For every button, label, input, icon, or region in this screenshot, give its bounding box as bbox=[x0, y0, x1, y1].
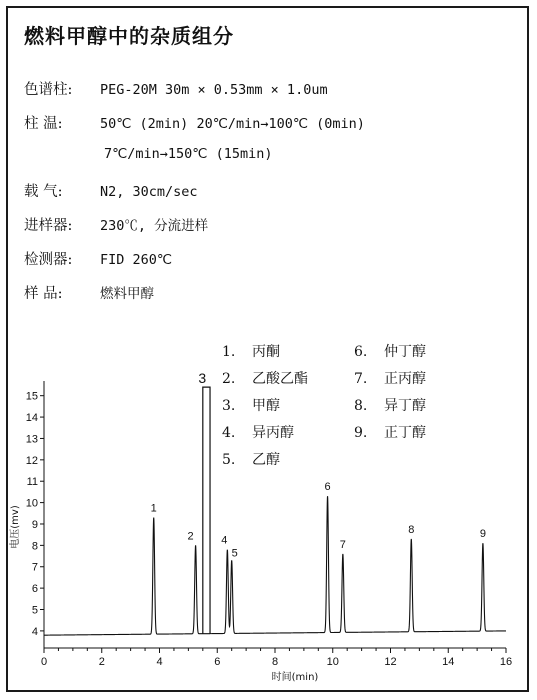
y-tick-label: 14 bbox=[25, 412, 38, 425]
legend-num: 3. bbox=[222, 398, 236, 414]
x-tick-label: 0 bbox=[40, 656, 48, 668]
y-axis-label: 电压(mv) bbox=[10, 505, 21, 549]
param-label: 色谱柱: bbox=[24, 82, 73, 98]
param-value: 燃料甲醇 bbox=[100, 286, 154, 302]
legend-name: 丙酮 bbox=[252, 344, 280, 360]
y-tick-label: 6 bbox=[31, 583, 38, 596]
x-tick-label: 2 bbox=[98, 656, 105, 668]
param-value: 50℃ (2min) 20℃/min→100℃ (0min) bbox=[100, 116, 365, 132]
legend-name: 甲醇 bbox=[252, 398, 280, 414]
legend-num: 4. bbox=[222, 425, 236, 441]
peak-label: 3 bbox=[198, 370, 207, 387]
peak-label: 6 bbox=[324, 481, 331, 494]
y-tick-label: 9 bbox=[31, 518, 38, 531]
legend-num: 7. bbox=[354, 371, 368, 387]
param-value: 7℃/min→150℃ (15min) bbox=[104, 146, 273, 162]
chromatogram-trace bbox=[44, 496, 506, 635]
legend-name: 正丁醇 bbox=[384, 425, 426, 441]
peak-label: 4 bbox=[221, 534, 228, 547]
legend-num: 8. bbox=[354, 398, 368, 414]
x-tick-label: 14 bbox=[442, 656, 455, 668]
peak-label: 9 bbox=[479, 528, 486, 541]
x-tick-label: 10 bbox=[326, 656, 339, 668]
y-tick-label: 7 bbox=[31, 561, 38, 574]
x-tick-label: 8 bbox=[271, 656, 279, 668]
legend-num: 9. bbox=[354, 425, 368, 441]
legend-name: 正丙醇 bbox=[384, 371, 426, 387]
y-tick-label: 11 bbox=[26, 476, 38, 489]
y-tick-label: 13 bbox=[25, 433, 38, 446]
peak-label: 5 bbox=[231, 547, 238, 560]
peak-label: 7 bbox=[339, 538, 346, 551]
legend-name: 仲丁醇 bbox=[384, 344, 426, 360]
peak-label: 2 bbox=[187, 530, 194, 543]
peak-label: 1 bbox=[150, 502, 157, 515]
legend-num: 5. bbox=[222, 452, 236, 468]
param-value: 230℃, 分流进样 bbox=[100, 218, 209, 234]
param-label: 样 品: bbox=[24, 286, 63, 302]
x-tick-label: 6 bbox=[214, 656, 221, 668]
peak-label: 8 bbox=[408, 523, 415, 536]
y-tick-label: 15 bbox=[25, 390, 38, 403]
legend-num: 2. bbox=[222, 371, 236, 387]
x-tick-label: 16 bbox=[499, 656, 513, 668]
legend-name: 异丙醇 bbox=[252, 425, 294, 441]
param-label: 检测器: bbox=[24, 252, 73, 268]
param-value: PEG-20M 30m × 0.53mm × 1.0um bbox=[100, 82, 328, 98]
legend-num: 6. bbox=[354, 344, 368, 360]
param-label: 柱 温: bbox=[24, 116, 63, 132]
param-value: N2, 30cm/sec bbox=[100, 184, 198, 200]
y-tick-label: 8 bbox=[31, 540, 38, 553]
y-tick-label: 10 bbox=[25, 497, 38, 510]
param-label: 载 气: bbox=[24, 184, 63, 200]
legend-name: 乙醇 bbox=[252, 452, 280, 468]
x-tick-label: 4 bbox=[156, 656, 163, 668]
legend-num: 1. bbox=[222, 344, 236, 360]
figure-title: 燃料甲醇中的杂质组分 bbox=[24, 24, 234, 48]
param-label: 进样器: bbox=[24, 218, 73, 234]
y-tick-label: 5 bbox=[31, 604, 38, 617]
legend-name: 异丁醇 bbox=[384, 398, 426, 414]
legend-name: 乙酸乙酯 bbox=[252, 371, 308, 387]
x-axis-label: 时间(min) bbox=[271, 672, 319, 683]
y-tick-label: 4 bbox=[31, 625, 38, 638]
y-tick-label: 12 bbox=[25, 454, 38, 467]
param-value: FID 260℃ bbox=[100, 252, 173, 268]
x-tick-label: 12 bbox=[384, 656, 397, 668]
peak-saturated bbox=[203, 387, 210, 634]
